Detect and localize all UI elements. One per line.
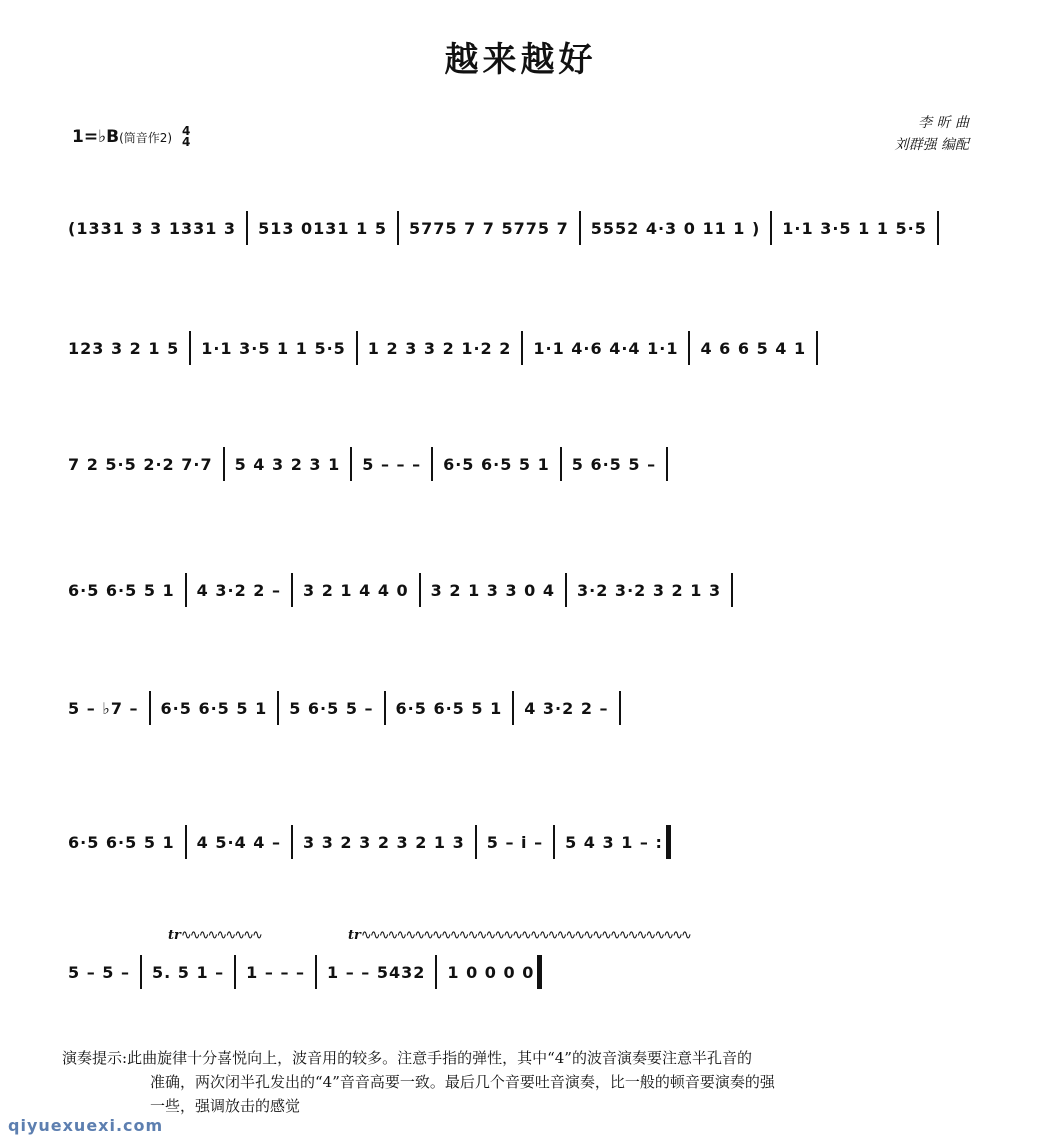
barline: [937, 211, 939, 245]
measure: 5 4 3 2 3 1: [234, 454, 341, 474]
key-note: (筒音作2): [119, 131, 173, 145]
barline: [688, 331, 690, 365]
score-line-4: [68, 566, 973, 614]
page-title: 越来越好: [444, 40, 597, 80]
measure: 1 0 0 0 0: [447, 962, 535, 982]
measure: 5 4 3 1 – :: [565, 832, 663, 852]
barline: [246, 211, 248, 245]
final-repeat-barline: [666, 825, 671, 859]
measure: 1·1 3·5 1 1 5·5: [201, 338, 346, 358]
tips-line-3: 一些，强调放击的感觉: [150, 1097, 301, 1115]
measure: 6·5 6·5 5 1: [68, 832, 175, 852]
barline: [189, 331, 191, 365]
barline: [770, 211, 772, 245]
barline: [565, 573, 567, 607]
measure: 6·5 6·5 5 1: [68, 580, 175, 600]
measure: 4 3·2 2 –: [524, 698, 609, 718]
measure: 4 5·4 4 –: [196, 832, 281, 852]
barline: [291, 825, 293, 859]
score-line-3: [68, 440, 973, 488]
key-signature: [72, 126, 190, 148]
barline: [185, 573, 187, 607]
measure: 5 – – –: [362, 454, 422, 474]
score-line-2: [68, 324, 973, 372]
time-numerator: 4: [181, 124, 191, 138]
barline: [291, 573, 293, 607]
measure: 1·1 4·6 4·4 1·1: [533, 338, 679, 358]
measure: 5775 7 7 5775 7: [408, 218, 569, 238]
measure: (1331 3 3 1331 3: [68, 218, 237, 238]
barline: [185, 825, 187, 859]
time-denominator: 4: [181, 135, 191, 149]
trill-label: tr: [168, 928, 181, 943]
score-line-6: [68, 818, 973, 866]
barline: [350, 447, 352, 481]
time-signature: [182, 126, 190, 148]
measure: 7 2 5·5 2·2 7·7: [68, 454, 213, 474]
barline: [234, 955, 236, 989]
barline: [521, 331, 523, 365]
measure: 1 – – 5432: [327, 962, 426, 982]
measure: 5552 4·3 0 11 1 ): [590, 218, 761, 238]
barline: [356, 331, 358, 365]
measure: 5 6·5 5 –: [571, 454, 657, 474]
measure: 5 6·5 5 –: [289, 698, 374, 718]
measure: 5. 5 1 –: [151, 962, 225, 982]
measure: 3 2 1 3 3 0 4: [430, 580, 556, 600]
barline: [435, 955, 437, 989]
measure: 4 6 6 5 4 1: [700, 338, 807, 358]
barline: [666, 447, 668, 481]
tips-line-1: 此曲旋律十分喜悦向上，波音用的较多。注意手指的弹性，其中“4”的波音演奏要注意半孔音的: [127, 1049, 752, 1067]
final-barline: [537, 955, 542, 989]
barline: [560, 447, 562, 481]
measure: 1 – – –: [246, 962, 306, 982]
score-line-5: [68, 684, 973, 732]
trill-label: tr: [348, 928, 361, 943]
tips-label: 演奏提示:: [62, 1049, 128, 1067]
measure: 5 – i –: [486, 832, 544, 852]
trill-mark: tr∿∿∿∿∿∿∿∿∿: [168, 928, 261, 943]
barline: [431, 447, 433, 481]
measure: 1 2 3 3 2 1·2 2: [367, 338, 512, 358]
measure: 6·5 6·5 5 1: [443, 454, 550, 474]
measure: 1·1 3·5 1 1 5·5: [782, 218, 927, 238]
barline: [475, 825, 477, 859]
measure: 123 3 2 1 5: [68, 338, 180, 358]
score-line-1: [68, 204, 973, 252]
barline: [397, 211, 399, 245]
barline: [731, 573, 733, 607]
barline: [512, 691, 514, 725]
barline: [816, 331, 818, 365]
barline: [277, 691, 279, 725]
measure: 3 2 1 4 4 0: [303, 580, 409, 600]
measure: 4 3·2 2 –: [196, 580, 281, 600]
measure: 6·5 6·5 5 1: [160, 698, 268, 718]
barline: [149, 691, 151, 725]
tips-line-2: 准确，两次闭半孔发出的“4”音音高要一致。最后几个音要吐音演奏，比一般的顿音要演奏的强: [150, 1073, 775, 1091]
measure: 6·5 6·5 5 1: [395, 698, 503, 718]
composer-credit: 李 昕 曲: [918, 115, 969, 131]
barline: [315, 955, 317, 989]
arranger-credit: 刘群强 编配: [894, 137, 969, 153]
performance-tips: [62, 1046, 977, 1118]
barline: [553, 825, 555, 859]
measure: 3 3 2 3 2 3 2 1 3: [303, 832, 465, 852]
measure: 5 – ♭7 –: [68, 698, 139, 718]
site-watermark: qiyuexuexi.com: [8, 1116, 164, 1135]
barline: [384, 691, 386, 725]
measure: 5 – 5 –: [68, 962, 130, 982]
barline: [579, 211, 581, 245]
barline: [223, 447, 225, 481]
measure: 513 0131 1 5: [258, 218, 387, 238]
measure: 3·2 3·2 3 2 1 3: [577, 580, 722, 600]
score-line-7: [68, 948, 973, 996]
trill-mark: tr∿∿∿∿∿∿∿∿∿∿∿∿∿∿∿∿∿∿∿∿∿∿∿∿∿∿∿∿∿∿∿∿∿∿∿∿∿: [348, 928, 690, 943]
barline: [619, 691, 621, 725]
barline: [140, 955, 142, 989]
key-label: 1=♭B: [72, 127, 120, 147]
barline: [419, 573, 421, 607]
